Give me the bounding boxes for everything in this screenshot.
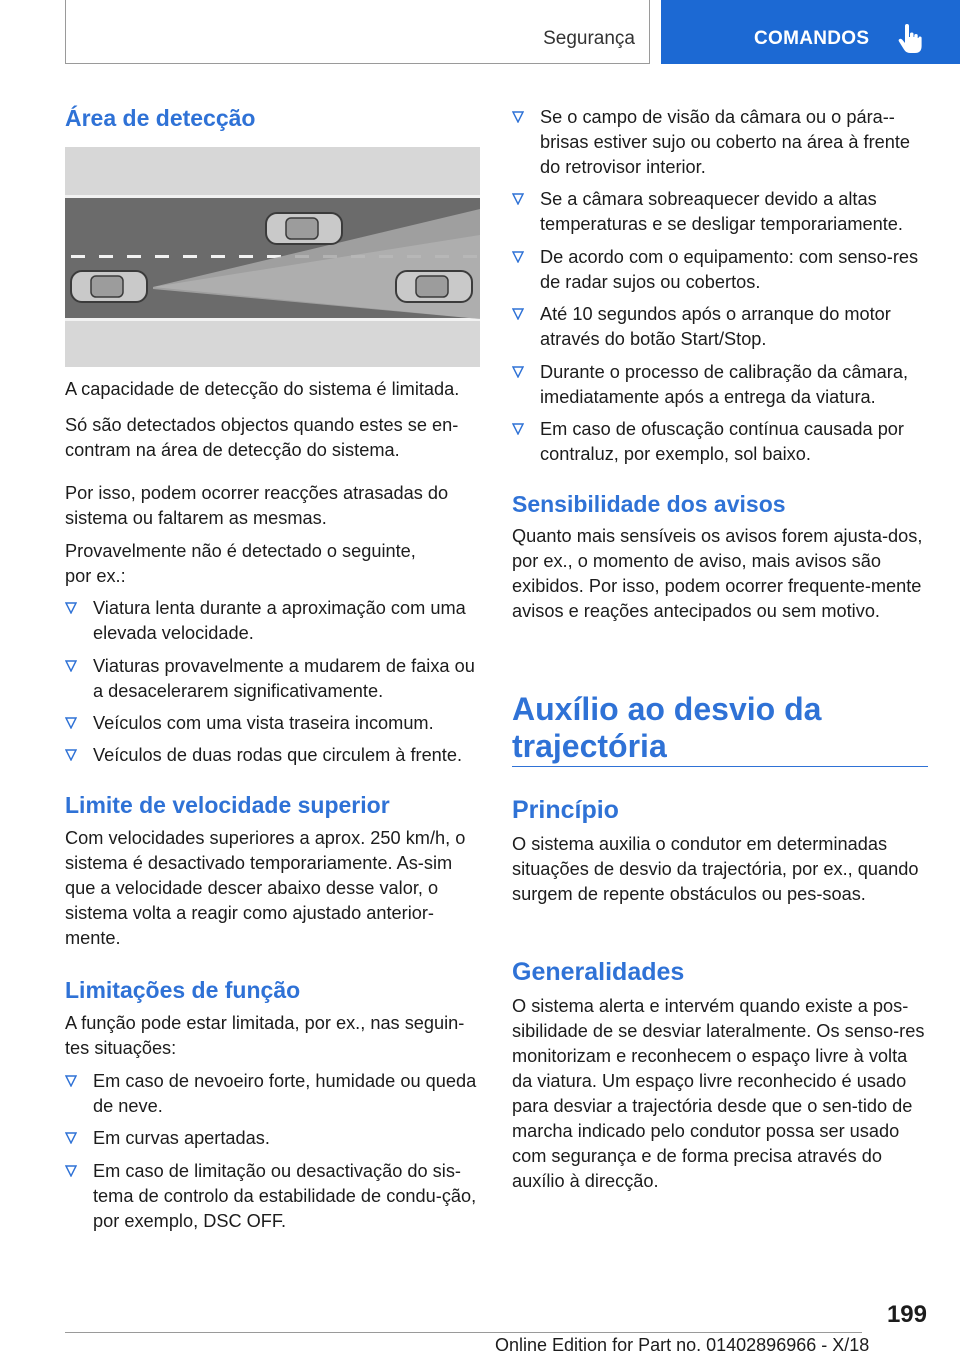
list-item: Em curvas apertadas. <box>65 1126 480 1151</box>
footer-edition: Online Edition for Part no. 01402896966 - X/18 <box>495 1335 870 1355</box>
list-item: Se a câmara sobreaquecer devido a altas temperaturas e se desligar temporariamente. <box>512 187 927 237</box>
list-item: Em caso de limitação ou desactivação do sis-tema de controlo da estabilidade de condu-ção, por exemplo, DSC OFF. <box>65 1159 480 1234</box>
list-item: Viatura lenta durante a aproximação com uma elevada velocidade. <box>65 596 480 646</box>
paragraph-function-limits: A função pode estar limitada, por ex., nas seguin-tes situações: <box>65 1013 465 1058</box>
triangle-bullet-icon <box>512 423 524 435</box>
detection-area-illustration <box>65 147 480 367</box>
list-item: Até 10 segundos após o arranque do motor através do botão Start/Stop. <box>512 302 927 352</box>
heading-principle: Princípio <box>512 796 619 824</box>
chapter-title-line-1: Auxílio ao desvio da <box>512 691 822 727</box>
hand-pointer-icon <box>897 24 923 54</box>
list-item: Veículos com uma vista traseira incomum. <box>65 711 480 736</box>
triangle-bullet-icon <box>512 111 524 123</box>
triangle-bullet-icon <box>512 251 524 263</box>
heading-warning-sensitivity: Sensibilidade dos avisos <box>512 491 786 517</box>
triangle-bullet-icon <box>65 1132 77 1144</box>
paragraph-speed-limit: Com velocidades superiores a aprox. 250 km/h, o sistema é desactivado temporariamente. As-sim que a velocidade descer abaixo desse valor, o sistema volta a reagir como ajustado anterior-mente. <box>65 828 466 948</box>
heading-function-limits: Limitações de função <box>65 977 301 1003</box>
paragraph-delayed-reactions: Por isso, podem ocorrer reacções atrasadas do sistema ou faltarem as mesmas. <box>65 483 449 528</box>
triangle-bullet-icon <box>512 193 524 205</box>
page-number: 199 <box>886 1301 927 1328</box>
triangle-bullet-icon <box>65 717 77 729</box>
triangle-bullet-icon <box>65 1165 77 1177</box>
car-rear-left <box>71 271 147 302</box>
heading-speed-limit: Limite de velocidade superior <box>65 792 390 818</box>
list-item: Se o campo de visão da câmara ou o pára--brisas estiver sujo ou coberto na área à frente do retrovisor interior. <box>512 105 927 180</box>
list-item: Durante o processo de calibração da câmara, imediatamente após a entrega da viatura. <box>512 360 932 410</box>
heading-general: Generalidades <box>512 958 685 986</box>
heading-detection-area: Área de detecção <box>65 105 256 131</box>
chapter-title-line-2: trajectória <box>512 728 667 764</box>
paragraph-general: O sistema alerta e intervém quando existe a pos-sibilidade de se desviar lateralmente. Os senso-res monitorizam e reconhecem o espaço livre à volta da viatura. Um espaço livre reconhecido é usado para desviar a trajectória desde que o sen-tido de marcha indicado pelo condutor possa ser usado com segurança e de forma precisa através do auxílio à direcção. <box>512 996 925 1191</box>
header-divider <box>649 0 650 64</box>
paragraph-not-detected: Provavelmente não é detectado o seguinte, por ex.: <box>65 541 416 586</box>
paragraph-capacity: A capacidade de detecção do sistema é limitada. <box>65 379 460 399</box>
triangle-bullet-icon <box>65 749 77 761</box>
triangle-bullet-icon <box>65 660 77 672</box>
list-item: Em caso de nevoeiro forte, humidade ou queda de neve. <box>65 1069 480 1119</box>
car-front-right <box>396 271 472 302</box>
chapter-title-rule <box>512 766 928 767</box>
paragraph-warning-sensitivity: Quanto mais sensíveis os avisos forem ajusta-dos, por ex., o momento de aviso, mais avisos são exibidos. Por isso, podem ocorrer frequente-mente avisos e reações antecipados ou sem motivo. <box>512 526 923 621</box>
section-title: Segurança <box>543 28 635 49</box>
list-item: Veículos de duas rodas que circulem à frente. <box>65 743 485 768</box>
triangle-bullet-icon <box>512 308 524 320</box>
list-item: De acordo com o equipamento: com senso-res de radar sujos ou cobertos. <box>512 245 927 295</box>
header-left-rule <box>65 0 66 64</box>
header-bottom-rule <box>65 63 650 64</box>
triangle-bullet-icon <box>65 1075 77 1087</box>
chapter-title <box>512 691 927 765</box>
triangle-bullet-icon <box>512 366 524 378</box>
list-item: Viaturas provavelmente a mudarem de faixa ou a desacelerarem significativamente. <box>65 654 480 704</box>
paragraph-principle: O sistema auxilia o condutor em determinadas situações de desvio da trajectória, por ex., quando surgem de repente obstáculos ou pes-soas. <box>512 834 919 904</box>
triangle-bullet-icon <box>65 602 77 614</box>
car-front-top <box>266 213 342 244</box>
paragraph-detected-objects: Só são detectados objectos quando estes se en-contram na área de detecção do sistema. <box>65 415 459 460</box>
list-item: Em caso de ofuscação contínua causada por contraluz, por exemplo, sol baixo. <box>512 417 927 467</box>
tab-comandos[interactable] <box>661 0 960 64</box>
tab-comandos-label: COMANDOS <box>754 28 870 49</box>
footer-rule <box>65 1332 862 1333</box>
